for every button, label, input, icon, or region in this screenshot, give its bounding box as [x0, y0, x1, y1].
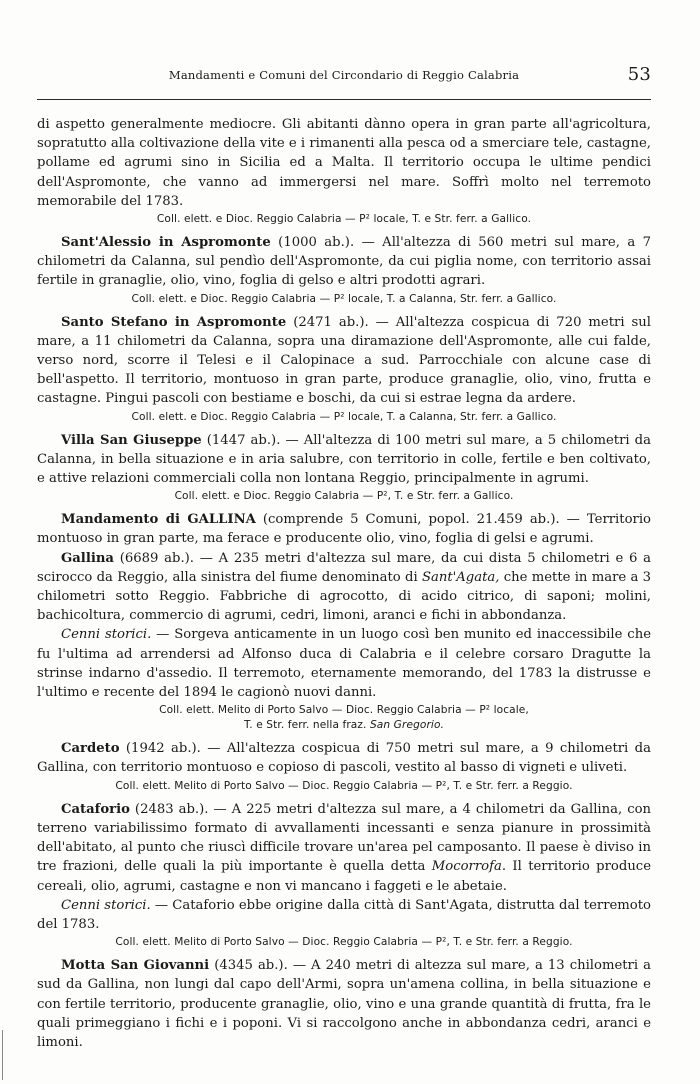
entry-name: Motta San Giovanni — [61, 958, 210, 974]
entry-name: Santo Stefano in Aspromonte — [61, 314, 287, 330]
entry-collegio: Coll. elett. Melito di Porto Salvo — Dioc. Reggio Calabria — P² locale, T. e Str. ferr. nella fraz. San Gregorio. — [159, 704, 529, 732]
mandamento-paragraph: Mandamento di GALLINA (comprende 5 Comuni, popol. 21.459 ab.). — Territorio montuoso in gran parte, ma ferace e producente olio, vino, foglia di gelsi e agrumi. — [37, 512, 651, 547]
entry-paragraph: Cardeto (1942 ab.). — All'altezza cospicua di 750 metri sul mare, a 9 chilometri da Gallina, con territorio montuoso e copioso di pascoli, vestito al basso di vigneti e uliveti. — [37, 741, 651, 776]
entry-name: Gallina — [61, 550, 114, 566]
page-body — [37, 115, 651, 1052]
entry-paragraph: Santo Stefano in Aspromonte (2471 ab.). — All'altezza cospicua di 720 metri sul mare, a 11 chilometri da Calanna, sopra una diramazione dell'Aspromonte, alle cui falde, verso nord, scorre il Telesi e il Calopinace a sud. Parrocchiale con alcune case di bell'aspetto. Il territorio, montuoso in gran parte, produce granaglie, olio, vino, frutta e castagne. Pingui pascoli con bestiame e boschi, da cui si estrae legna da ardere. — [37, 314, 651, 407]
entry-collegio: Coll. elett. Melito di Porto Salvo — Dioc. Reggio Calabria — P², T. e Str. ferr. a Reggio. — [115, 936, 573, 949]
mandamento-population: (comprende 5 Comuni, popol. 21.459 ab.). — [262, 512, 560, 528]
mandamento-name: Mandamento di GALLINA — [61, 512, 256, 528]
entry-population: (1000 ab.). — [278, 235, 355, 251]
entry-paragraph: Villa San Giuseppe (1447 ab.). — All'altezza di 100 metri sul mare, a 5 chilometri da Calanna, in bella situazione e in aria salubre, con territorio in colle, fertile e ben coltivato, e attive relazioni commerciali colla non lontana Reggio, principalmente in agrumi. — [37, 432, 651, 487]
entry-name: Villa San Giuseppe — [61, 432, 202, 448]
entry-collegio: Coll. elett. e Dioc. Reggio Calabria — P² locale, T. a Calanna, Str. ferr. a Gallico. — [131, 292, 557, 305]
entry-paragraph: Sant'Alessio in Aspromonte (1000 ab.). — All'altezza di 560 metri sul mare, a 7 chilometri da Calanna, sul pendìo dell'Aspromonte, da cui piglia nome, con territorio assai fertile in granaglie, olio, vino, foglia di gelso e altri prodotti agrari. — [37, 235, 651, 289]
entry-name: Cardeto — [61, 741, 120, 757]
entry-population: (2471 ab.). — [293, 314, 369, 330]
entry-paragraph: Gallina (6689 ab.). — A 235 metri d'altezza sul mare, da cui dista 5 chilometri e 6 a scirocco da Reggio, alla sinistra del fiume denominato di Sant'Agata, che mette in mare a 3 chilometri sotto Reggio. Fabbriche di agrocotto, di acido citrico, di saponi; molini, bachicoltura, commercio di agrumi, cedri, limoni, aranci e fichi in abbondanza. — [37, 550, 651, 624]
entry-paragraph: Cataforio (2483 ab.). — A 225 metri d'altezza sul mare, a 4 chilometri da Gallina, con terreno variabilissimo formato di avvallamenti incessanti e senza pianure in prossimità dell'abitato, al punto che riuscì difficile trovare un'area pel camposanto. Il paese è diviso in tre frazioni, delle quali la più importante è quella detta Mocorrofa. Il territorio produce cereali, olio, agrumi, castagne e non vi mancano i faggeti e le abetaie. — [37, 801, 652, 894]
page-number: 53 — [627, 64, 651, 85]
entry-paragraph: di aspetto generalmente mediocre. Gli abitanti dànno opera in gran parte all'agricoltura, sopratutto alla coltivazione della vite e i rimanenti alla pesca od a smerciare tele, castagne, pollame ed agrumi sino in Sicilia ed a Malta. Il territorio occupa le ultime pendici dell'Aspromonte, che vanno ad immergersi nel mare. Soffrì molto nel terremoto memorabile del 1783. — [37, 117, 651, 209]
entry-population: (1942 ab.). — [125, 741, 201, 757]
cenni-storici: Cenni storici. — Sorgeva anticamente in un luogo così ben munito ed inaccessibile che fu l'ultima ad arrendersi ad Alfonso duca di Calabria e il celebre corsaro Dragutte la strinse indarno d'assedio. Il terremoto, eternamente memorando, del 1783 la distrusse e l'ultimo e recente del 1894 le cagionò nuovi danni. — [37, 627, 651, 701]
entry-population: (2483 ab.). — [134, 801, 209, 817]
entry-collegio: Coll. elett. e Dioc. Reggio Calabria — P² locale, T. a Calanna, Str. ferr. a Gallico. — [131, 410, 557, 423]
binding-edge-mark — [2, 1030, 3, 1080]
header-rule — [37, 99, 651, 100]
entry-collegio: Coll. elett. e Dioc. Reggio Calabria — P², T. e Str. ferr. a Gallico. — [174, 490, 514, 503]
entry-collegio: Coll. elett. e Dioc. Reggio Calabria — P² locale, T. e Str. ferr. a Gallico. — [156, 213, 532, 226]
running-title: Mandamenti e Comuni del Circondario di Reggio Calabria — [168, 68, 520, 82]
entry-paragraph: Motta San Giovanni (4345 ab.). — A 240 metri di altezza sul mare, a 13 chilometri a sud da Gallina, non lungi dal capo dell'Armi, sopra un'amena collina, in bella situazione e con fertile territorio, producente granaglie, olio, vino e una grande quantità di frutta, fra le quali primeggiano i fichi e i poponi. Vi si raccolgono anche in abbondanza cedri, aranci e limoni. — [37, 958, 651, 1050]
cenni-storici: Cenni storici. — Cataforio ebbe origine dalla città di Sant'Agata, distrutta dal terremoto del 1783. — [37, 897, 651, 932]
entry-population: (6689 ab.). — [119, 550, 194, 566]
running-header — [37, 66, 651, 86]
entry-population: (1447 ab.). — [206, 432, 281, 448]
entry-name: Sant'Alessio in Aspromonte — [61, 235, 271, 251]
entry-name: Cataforio — [61, 801, 130, 817]
entry-collegio: Coll. elett. Melito di Porto Salvo — Dioc. Reggio Calabria — P², T. e Str. ferr. a Reggio. — [115, 779, 573, 792]
entry-population: (4345 ab.). — [214, 958, 288, 974]
